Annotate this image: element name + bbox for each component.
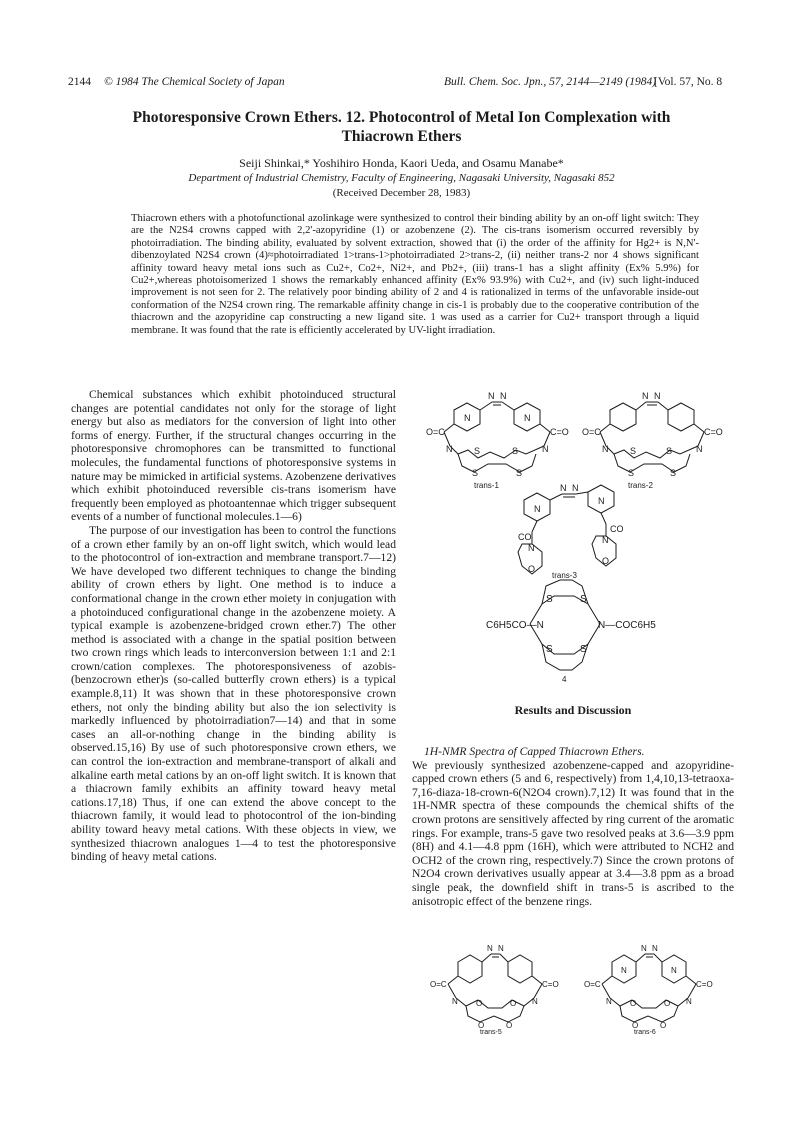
atom-o-trans5-2: O [510, 999, 517, 1008]
atom-n-trans3-right: N [598, 496, 605, 506]
atom-o-trans3-morph-left: O [528, 564, 536, 574]
carbonyl-trans1-right: C=O [550, 427, 569, 437]
atom-s-trans1-1: S [474, 446, 481, 456]
body-left-column [71, 388, 396, 864]
atom-n-trans5-azo-a: N [487, 944, 493, 953]
atom-n-trans2-azo-b: N [654, 391, 661, 401]
received-date: (Received December 28, 1983) [332, 187, 471, 199]
atom-n-trans5-crown-left: N [452, 997, 458, 1006]
structure-trans-1 [444, 402, 550, 472]
benzoyl-left: C6H5CO—N [486, 620, 544, 631]
body-right-column [412, 745, 734, 908]
atom-n-trans1-right: N [524, 413, 531, 423]
atom-n-trans5-crown-right: N [532, 997, 538, 1006]
atom-n-trans6-left: N [621, 966, 627, 975]
atom-n-trans3-morph-right: N [602, 535, 609, 545]
atom-n-trans5-azo-b: N [498, 944, 504, 953]
structure-trans-5 [448, 954, 542, 1022]
atom-s-trans2-1: S [630, 446, 637, 456]
results-paragraph: We previously synthesized azobenzene-capped and azopyridine-capped crown ethers (5 and 6, respectively) from 1,4,10,13-tetraoxa-7,16-diaza-18-crown-6(N2O4 crown).7,12) It was found that in the 1H-NMR spectra of these compounds the chemical shifts of the crown protons are sensitively affected by ring current of the aromatic rings. For example, trans-5 gave two resolved peaks at 3.6—3.9 ppm (8H) and 4.1—4.8 ppm (16H), which were attributed to NCH2 and OCH2 of the crown ring, respectively.7) Since the crown protons of N2O4 crown derivatives usually appear at 3.4—3.8 ppm as a broad single peak, the downfield shift in trans-5 is ascribed to the anisotropic effect of the benzene rings. [412, 758, 734, 908]
label-trans-2: trans-2 [628, 481, 653, 490]
atom-o-trans5-3: O [478, 1021, 485, 1030]
carbonyl-trans2-left: O=C [582, 427, 601, 437]
atom-s-4-1: S [546, 594, 553, 605]
atom-n-trans3-morph-left: N [528, 543, 535, 553]
abstract: Thiacrown ethers with a photofunctional azolinkage were synthesized to control their binding ability by an on-off light switch: They are the N2S4 crowns capped with 2,2'-azopyridine (1) or azobenzene (2). The cis-trans isomerism occurred reversibly by photoirradiation. The binding ability, evaluated by solvent extraction, showed that (i) the order of the affinity for Hg2+ is N,N'-dibenzoylated N2S4 crown (4)≈photoirradiated 1>trans-1>photoirradiated 2>trans-2, (ii) neither trans-2 nor 4 shows significant affinity toward heavy metal ions such as Cu2+, Co2+, Ni2+, and Pb2+, (iii) trans-1 has a slight affinity (Ex% 5.9%) for Cu2+,whereas photoisomerized 1 shows the remarkably enhanced affinity (Ex% 93.9%) with Cu2+, and (iv) such light-induced improvement is not seen for 2. The relatively poor binding ability of 2 and 4 is rationalized in terms of the unfavorable inside-out conformation of the N2S4 crown ring. The remarkable affinity change in cis-1 is probably due to the cooperative contribution of the thiacrown and the azopyridine cap constructing a new ligand site. 1 was used as a carrier for Cu2+ transport through a liquid membrane. It was found that the rate is efficiently accelerated by UV-light irradiation. [131, 213, 699, 336]
carbonyl-trans3-right: CO [610, 524, 624, 534]
atom-n-trans1-left: N [464, 413, 471, 423]
carbonyl-trans2-right: C=O [704, 427, 723, 437]
subsection-heading: 1H-NMR Spectra of Capped Thiacrown Ethers. [424, 745, 645, 758]
carbonyl-trans5-right: C=O [542, 980, 559, 989]
structure-trans-6 [602, 954, 696, 1022]
volume-number: [Vol. 57, No. 8 [654, 76, 723, 88]
author-list: Seiji Shinkai,* Yoshihiro Honda, Kaori Ueda, and Osamu Manabe* [239, 156, 564, 170]
carbonyl-trans6-left: O=C [584, 980, 601, 989]
carbonyl-trans3-left: CO [518, 532, 532, 542]
atom-o-trans6-1: O [630, 999, 637, 1008]
atom-s-4-2: S [580, 594, 587, 605]
atom-n-trans6-azo-b: N [652, 944, 658, 953]
atom-n-trans6-crown-right: N [686, 997, 692, 1006]
atom-s-trans2-2: S [666, 446, 673, 456]
section-heading: Results and Discussion [514, 703, 632, 717]
atom-o-trans6-3: O [632, 1021, 639, 1030]
atom-o-trans3-morph-right: O [602, 556, 610, 566]
label-trans-5: trans-5 [480, 1029, 502, 1035]
atom-s-trans1-3: S [472, 468, 479, 478]
structure-trans-2 [600, 402, 704, 472]
atom-n-trans6-right: N [671, 966, 677, 975]
label-trans-3: trans-3 [552, 571, 577, 580]
atom-o-trans6-4: O [660, 1021, 667, 1030]
affiliation: Department of Industrial Chemistry, Faculty of Engineering, Nagasaki University, Nagasaki 852 [188, 172, 615, 184]
atom-s-trans1-4: S [516, 468, 523, 478]
atom-s-trans2-3: S [628, 468, 635, 478]
carbonyl-trans1-left: O=C [426, 427, 445, 437]
atom-n-trans1-azo-a: N [488, 391, 495, 401]
benzoyl-right: N—COC6H5 [598, 620, 656, 631]
page-number: 2144 [68, 76, 91, 88]
structures-figure-1-4 [412, 380, 734, 695]
atom-n-trans6-crown-left: N [606, 997, 612, 1006]
label-trans-6: trans-6 [634, 1029, 656, 1035]
copyright-line: © 1984 The Chemical Society of Japan [104, 76, 285, 88]
atom-n-trans1-crown-left: N [446, 444, 453, 454]
atom-n-trans2-crown-left: N [602, 444, 609, 454]
carbonyl-trans5-left: O=C [430, 980, 447, 989]
intro-paragraph-2: The purpose of our investigation has been to control the functions of a crown ether family by an on-off light switch, which would lead to the photocontrol of ion-extraction and membrane transport.7—12) We have developed two different techniques to change the binding ability of crown ethers by light. One method is to induce a conformational change in the crown ether moiety in conjugation with a photoinduced configurational change in the azobenzene moiety. A typical example is azobenzene-bridged crown ether.7) The other method is associated with a change in the spatial position between two crown rings which leads to interconversion between 1:1 and 2:1 crown/cation complexes. The photoresponsiveness of azobis-(benzocrown ether)s (so-called butterfly crown ethers) is a typical example.8,11) It was shown that in these photoresponsive crown ethers, not only the binding ability but also the ion selectivity is markedly influenced by photoirradiation7—14) and that in some cases an all-or-nothing change in the binding ability is observed.15,16) By use of such photoresponsive crown ethers, we can control the ion-extraction and membrane-transport of alkali and alkaline earth metal cations by an on-off light switch. It is known that a thiacrown family exhibits an affinity toward heavy metal cations.17,18) Thus, if one can extend the above concept to the thiacrown family, it would lead to photocontrol of the ion-binding ability toward heavy metal cations. With these objects in view, we synthesized thiacrown analogues 1—4 to test the photoresponsive binding of heavy metal cations. [71, 523, 396, 864]
atom-s-4-3: S [546, 644, 553, 655]
atom-o-trans5-1: O [476, 999, 483, 1008]
atom-n-trans3-azo-b: N [572, 483, 579, 493]
article-title: Photoresponsive Crown Ethers. 12. Photocontrol of Metal Ion Complexation with Thiacrown Ethers [132, 109, 671, 145]
journal-citation: Bull. Chem. Soc. Jpn., 57, 2144—2149 (1984) [444, 76, 657, 88]
atom-n-trans2-crown-right: N [696, 444, 703, 454]
atom-o-trans5-4: O [506, 1021, 513, 1030]
atom-s-4-4: S [580, 644, 587, 655]
atom-o-trans6-2: O [664, 999, 671, 1008]
intro-paragraph-1: Chemical substances which exhibit photoinduced structural changes are potential candidates not only for the storage of light energy but also as mediators for the conversion of light into other forms of energy. Further, if the structural changes occurring in the photoresponsive chromophores can be transmitted to functional molecules, the fundamental functions of photoresponsive systems in nature may be mimicked in artificial systems. Azobenzene derivatives which exhibit photoinduced reversible cis-trans isomerism have frequently been employed as photoantennae which trigger subsequent events of a number of functional molecules.1—6) [71, 388, 396, 524]
label-4: 4 [562, 675, 567, 684]
atom-s-trans1-2: S [512, 446, 519, 456]
atom-n-trans6-azo-a: N [641, 944, 647, 953]
structures-figure-5-6 [412, 940, 734, 1035]
atom-n-trans3-azo-a: N [560, 483, 567, 493]
atom-s-trans2-4: S [670, 468, 677, 478]
atom-n-trans3-left: N [534, 504, 541, 514]
atom-n-trans1-crown-right: N [542, 444, 549, 454]
carbonyl-trans6-right: C=O [696, 980, 713, 989]
atom-n-trans1-azo-b: N [500, 391, 507, 401]
label-trans-1: trans-1 [474, 481, 499, 490]
atom-n-trans2-azo-a: N [642, 391, 649, 401]
